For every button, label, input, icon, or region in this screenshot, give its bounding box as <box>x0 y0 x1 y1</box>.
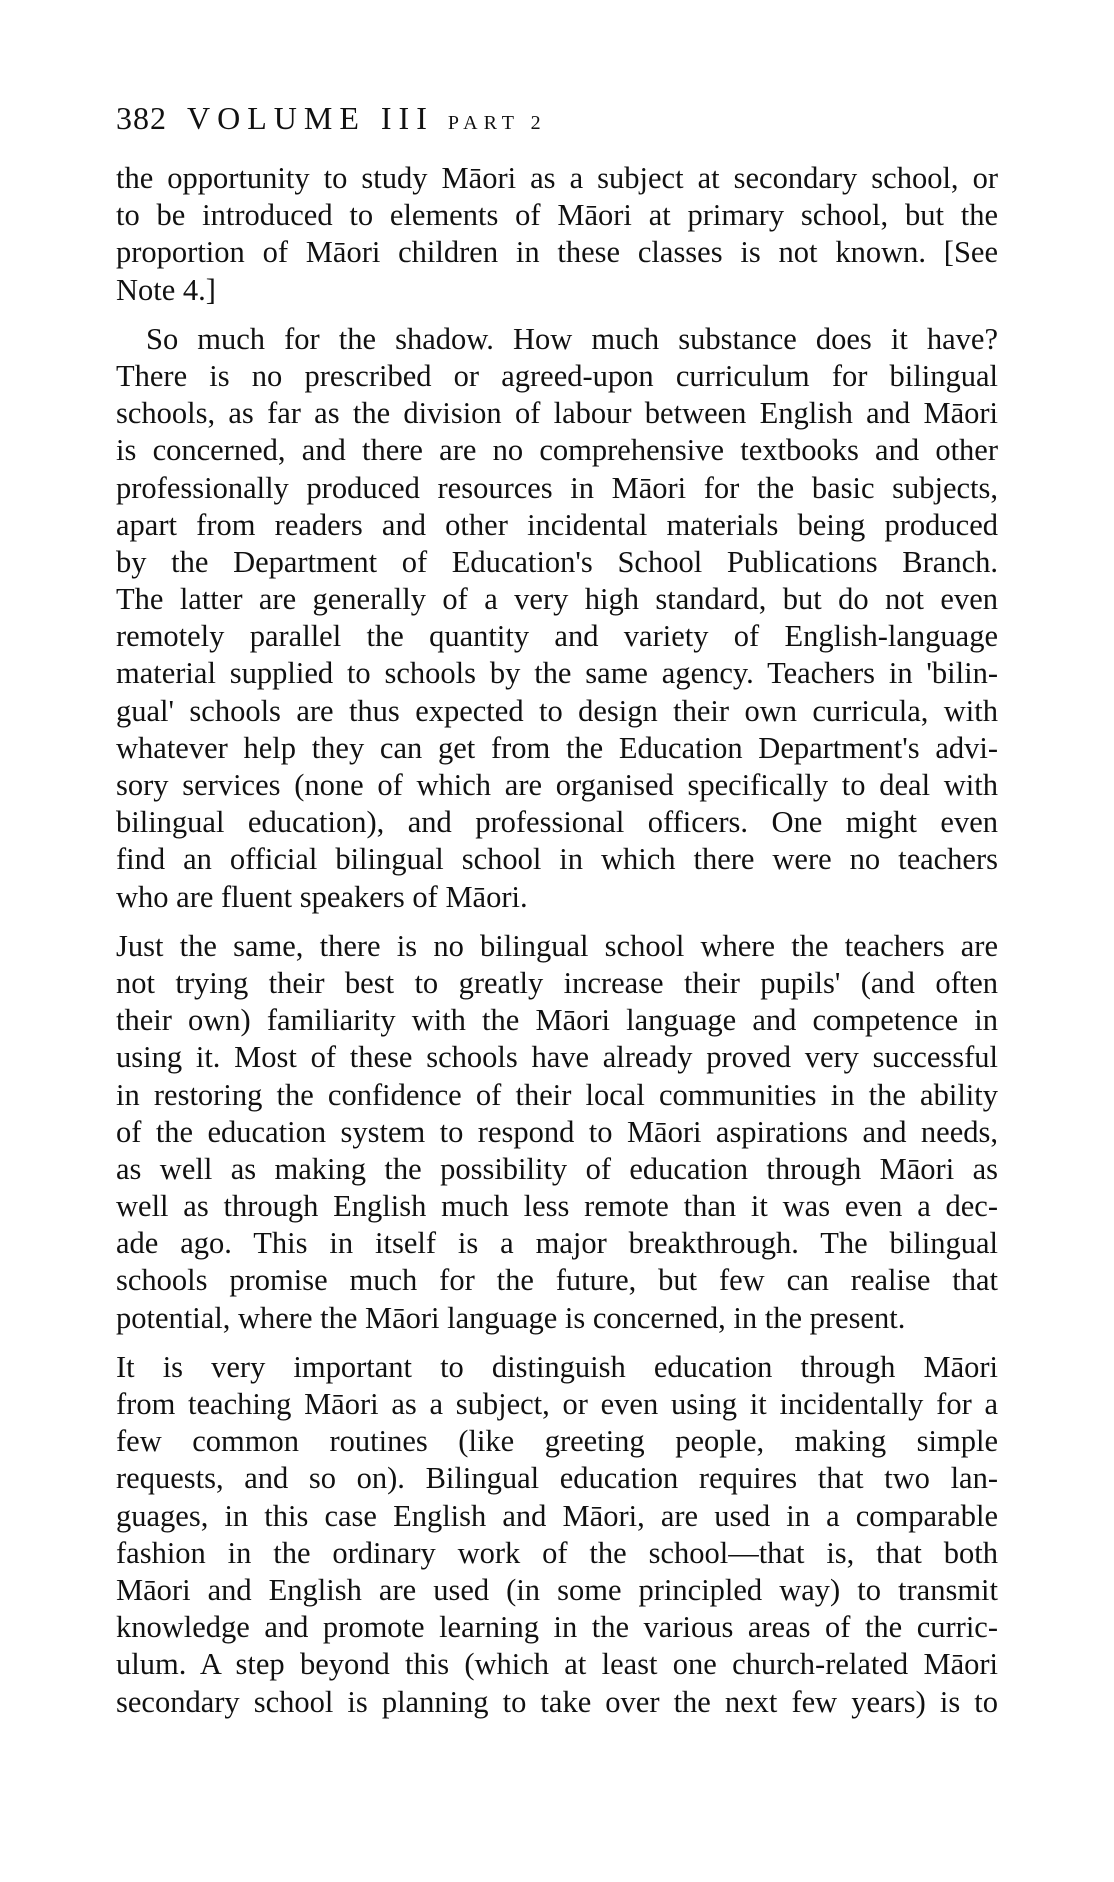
text-line: of the education system to respond to Māori aspirations and needs, <box>116 1114 998 1149</box>
text-line: ade ago. This in itself is a major breakthrough. The bilingual <box>116 1226 998 1261</box>
text-line: The latter are generally of a very high standard, but do not even <box>116 582 998 617</box>
text-line: to be introduced to elements of Māori at primary school, but the <box>116 198 998 233</box>
text-line: secondary school is planning to take over the next few years) is to <box>116 1684 998 1719</box>
text-line: in restoring the confidence of their local communities in the ability <box>116 1077 998 1112</box>
part-label: PART 2 <box>447 112 547 134</box>
paragraph-just-the-same <box>116 928 998 1337</box>
text-line: their own) familiarity with the Māori language and competence in <box>116 1003 998 1038</box>
text-line: knowledge and promote learning in the various areas of the curric- <box>116 1610 998 1645</box>
text-line: ulum. A step beyond this (which at least one church-related Māori <box>116 1647 998 1682</box>
page-number: 382 <box>116 100 167 136</box>
text-line: apart from readers and other incidental materials being produced <box>116 507 998 542</box>
text-line: few common routines (like greeting people, making simple <box>116 1424 998 1459</box>
text-line: schools promise much for the future, but few can realise that <box>116 1263 998 1298</box>
text-line: from teaching Māori as a subject, or even using it incidentally for a <box>116 1387 998 1421</box>
text-line: guages, in this case English and Māori, are used in a comparable <box>116 1498 998 1533</box>
text-line: Note 4.] <box>116 272 216 307</box>
text-line: Māori and English are used (in some principled way) to transmit <box>116 1572 998 1607</box>
text-line: requests, and so on). Bilingual education requires that two lan- <box>116 1461 998 1496</box>
volume-label: VOLUME III <box>187 100 434 136</box>
text-line: sory services (none of which are organised specifically to deal with <box>116 768 998 802</box>
text-line: bilingual education), and professional officers. One might even <box>116 805 998 840</box>
text-line: professionally produced resources in Māori for the basic subjects, <box>116 470 998 505</box>
paragraph-continuation <box>116 160 998 309</box>
text-line: not trying their best to greatly increase their pupils' (and often <box>116 965 998 1000</box>
text-line: material supplied to schools by the same agency. Teachers in 'bilin- <box>116 656 998 691</box>
text-line: Just the same, there is no bilingual school where the teachers are <box>116 928 998 963</box>
text-line: gual' schools are thus expected to design their own curricula, with <box>116 693 998 728</box>
paragraph-spacer <box>116 309 998 321</box>
text-line: by the Department of Education's School Publications Branch. <box>116 544 998 579</box>
text-line: find an official bilingual school in which there were no teachers <box>116 842 998 877</box>
text-line: as well as making the possibility of education through Māori as <box>116 1151 998 1186</box>
text-line: who are fluent speakers of Māori. <box>116 879 528 914</box>
paragraph-spacer <box>116 916 998 928</box>
text-line: So much for the shadow. How much substance does it have? <box>146 321 998 356</box>
text-line: It is very important to distinguish education through Māori <box>116 1349 998 1384</box>
running-head <box>116 98 547 138</box>
text-line: the opportunity to study Māori as a subject at secondary school, or <box>116 161 998 195</box>
paragraph-distinguish-education <box>116 1349 998 1721</box>
text-line: is concerned, and there are no comprehensive textbooks and other <box>116 433 998 468</box>
text-line: There is no prescribed or agreed-upon curriculum for bilingual <box>116 358 998 393</box>
text-line: remotely parallel the quantity and variety of English-language <box>116 619 998 654</box>
text-line: schools, as far as the division of labour between English and Māori <box>116 396 998 431</box>
text-line: potential, where the Māori language is concerned, in the present. <box>116 1300 906 1335</box>
text-line: fashion in the ordinary work of the school—that is, that both <box>116 1535 998 1570</box>
text-line: whatever help they can get from the Education Department's advi- <box>116 730 998 765</box>
paragraph-shadow-substance <box>116 321 998 916</box>
paragraph-spacer <box>116 1337 998 1349</box>
body-text <box>116 160 998 1721</box>
text-line: proportion of Māori children in these classes is not known. [See <box>116 235 998 270</box>
text-line: using it. Most of these schools have already proved very successful <box>116 1040 998 1075</box>
text-line: well as through English much less remote than it was even a dec- <box>116 1189 998 1224</box>
